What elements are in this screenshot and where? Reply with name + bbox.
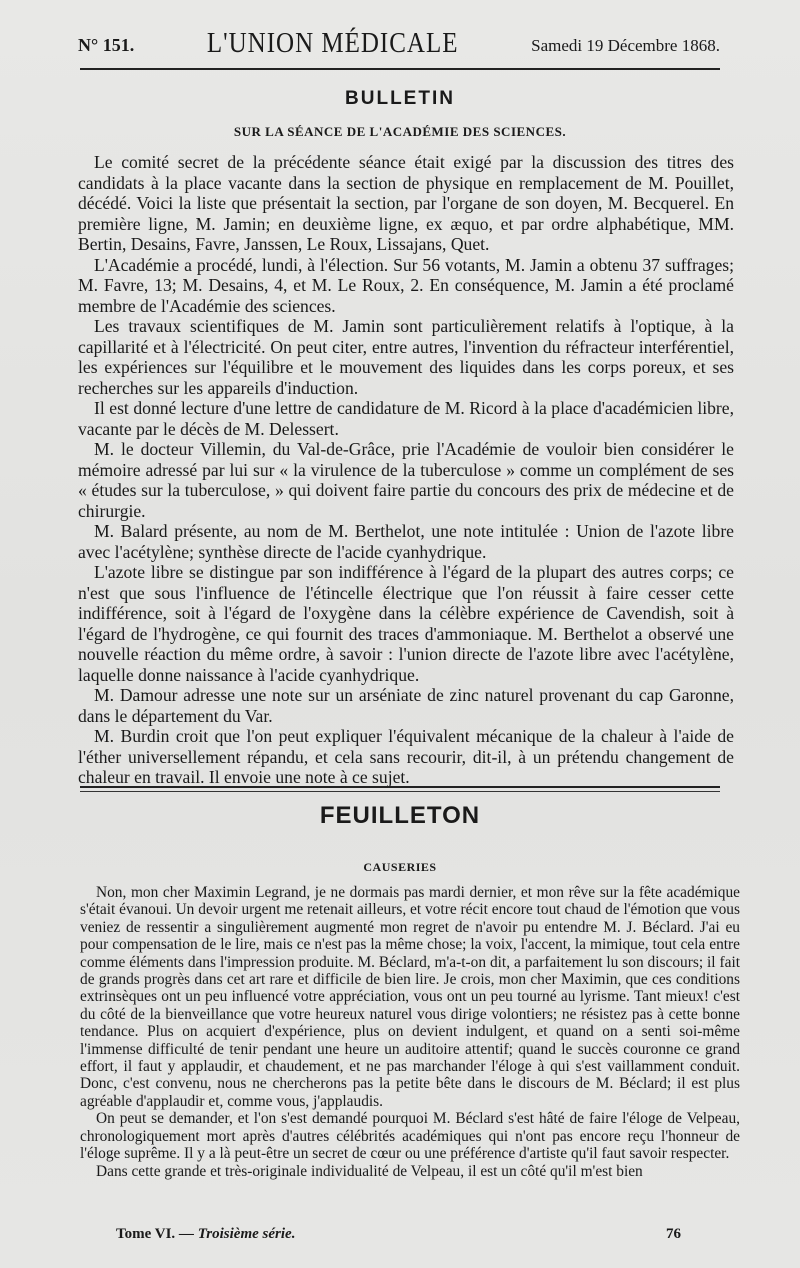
feuilleton-paragraph: Non, mon cher Maximin Legrand, je ne dormais pas mardi dernier, et mon rêve sur la fête académique s'était évanoui. Un devoir urgent me retenait ailleurs, et votre récit encore tout chaud de l'émotion que vous veniez de ressentir a singulièrement augmenté mon regret de n'avoir pu entendre M. J. Béclard. J'ai eu pour compensation de le lire, mais ce n'est pas la même chose; la voix, l'accent, la mimique, tout cela entre comme éléments dans l'impression produite. M. Béclard, m'a-t-on dit, a parfaitement lu son discours; il fait de grands progrès dans cet art rare et difficile de bien lire. Je crois, mon cher Maximin, que ces conditions extrinsèques ont un peu influencé votre appréciation, vous ont un peu tourné au lyrisme. Tant mieux! c'est du côté de la bienveillance que votre heureux naturel vous dirige volontiers; ne résistez pas à cette bonne tendance. Plus on acquiert d'expérience, plus on devient indulgent, et quand on a senti soi-même l'immense difficulté de tenir pendant une heure un auditoire attentif; quand le succès couronne ce grand effort, il faut y applaudir, et chaudement, et ne pas marchander l'éloge à qui s'est vaillamment conduit. Donc, c'est convenu, nous ne chercherons pas la petite bête dans le discours de M. Béclard; il est plus agréable d'applaudir et, comme vous, j'applaudis. <box>80 884 740 1110</box>
masthead <box>78 27 720 64</box>
footer-page-number: 76 <box>666 1226 681 1242</box>
footer-volume <box>116 1226 295 1243</box>
bulletin-paragraph: L'Académie a procédé, lundi, à l'élection. Sur 56 votants, M. Jamin a obtenu 37 suffrages; M. Favre, 13; M. Desains, 4, et M. Le Roux, 2. En conséquence, M. Jamin a été proclamé membre de l'Académie des sciences. <box>78 254 734 316</box>
bulletin-subheading: SUR LA SÉANCE DE L'ACADÉMIE DES SCIENCES. <box>233 124 567 139</box>
page-footer <box>116 1226 681 1243</box>
issue-date: Samedi 19 Décembre 1868. <box>531 36 720 55</box>
section-rule-thin <box>80 791 720 792</box>
footer-series: — Troisième série. <box>178 1226 296 1242</box>
journal-title: L'UNION MÉDICALE <box>206 27 459 59</box>
feuilleton-paragraph: Dans cette grande et très-originale individualité de Velpeau, il est un côté qu'il m'est bien <box>96 1162 643 1180</box>
bulletin-body <box>78 152 734 788</box>
bulletin-paragraph: M. Balard présente, au nom de M. Berthelot, une note intitulée : Union de l'azote libre avec l'acétylène; synthèse directe de l'acide cyanhydrique. <box>78 521 734 562</box>
bulletin-paragraph: M. Burdin croit que l'on peut expliquer l'équivalent mécanique de la chaleur à l'aide de l'éther universellement répandu, et cela sans recourir, dit-il, à un prétendu changement de chaleur en travail. Il envoie une note à ce sujet. <box>78 726 734 787</box>
feuilleton-paragraph: On peut se demander, et l'on s'est demandé pourquoi M. Béclard s'est hâté de faire l'éloge de Velpeau, chronologiquement mort après d'autres célébrités académiques qui n'ont pas encore reçu l'honneur de l'éloge suprême. Il y a là peut-être un secret de cœur ou une préférence d'artiste qu'il faut savoir respecter. <box>80 1110 740 1163</box>
masthead-rule <box>80 68 720 70</box>
bulletin-paragraph: Les travaux scientifiques de M. Jamin sont particulièrement relatifs à l'optique, à la capillarité et à l'électricité. On peut citer, entre autres, l'invention du réfracteur interférentiel, les expériences sur l'équilibre et le mouvement des liquides dans les corps poreux, et ses recherches sur les appareils d'induction. <box>78 316 734 398</box>
feuilleton-heading: FEUILLETON <box>319 802 481 829</box>
issue-number: N° 151. <box>78 35 135 55</box>
footer-volume-number: Tome VI. <box>116 1226 176 1242</box>
bulletin-paragraph: Le comité secret de la précédente séance était exigé par la discussion des titres des candidats à la place vacante dans la section de physique en remplacement de M. Pouillet, décédé. Voici la liste que présentait la section, par l'organe de son doyen, M. Becquerel. En première ligne, M. Jamin; en deuxième ligne, ex æquo, et par ordre alphabétique, MM. Bertin, Desains, Favre, Janssen, Le Roux, Lissajans, Quet. <box>78 152 734 254</box>
feuilleton-body <box>80 884 740 1180</box>
section-rule <box>80 786 720 788</box>
bulletin-paragraph: L'azote libre se distingue par son indifférence à l'égard de la plupart des autres corps; ce n'est que sous l'influence de l'étincelle électrique que l'on réussit à faire cesser cette indifférence, soit à l'égard de l'oxygène dans la célèbre expérience de Cavendish, soit à l'égard de l'hydrogène, ce qui fournit des traces d'ammoniaque. M. Berthelot a observé une nouvelle réaction du même ordre, à savoir : l'union directe de l'azote libre avec l'acétylène, laquelle donne naissance à l'acide cyanhydrique. <box>78 562 734 685</box>
bulletin-paragraph: M. le docteur Villemin, du Val-de-Grâce, prie l'Académie de vouloir bien considérer le mémoire adressé par lui sur « la virulence de la tuberculose » comme un complément de ses « études sur la tuberculose, » qui doivent faire partie du concours des prix de médecine et de chirurgie. <box>78 439 734 521</box>
bulletin-paragraph: M. Damour adresse une note sur un arséniate de zinc naturel provenant du cap Garonne, dans le département du Var. <box>78 685 734 726</box>
bulletin-paragraph: Il est donné lecture d'une lettre de candidature de M. Ricord à la place d'académicien libre, vacante par le décès de M. Delessert. <box>78 398 734 439</box>
bulletin-heading: BULLETIN <box>345 88 455 109</box>
causeries-subheading: CAUSERIES <box>363 860 437 874</box>
